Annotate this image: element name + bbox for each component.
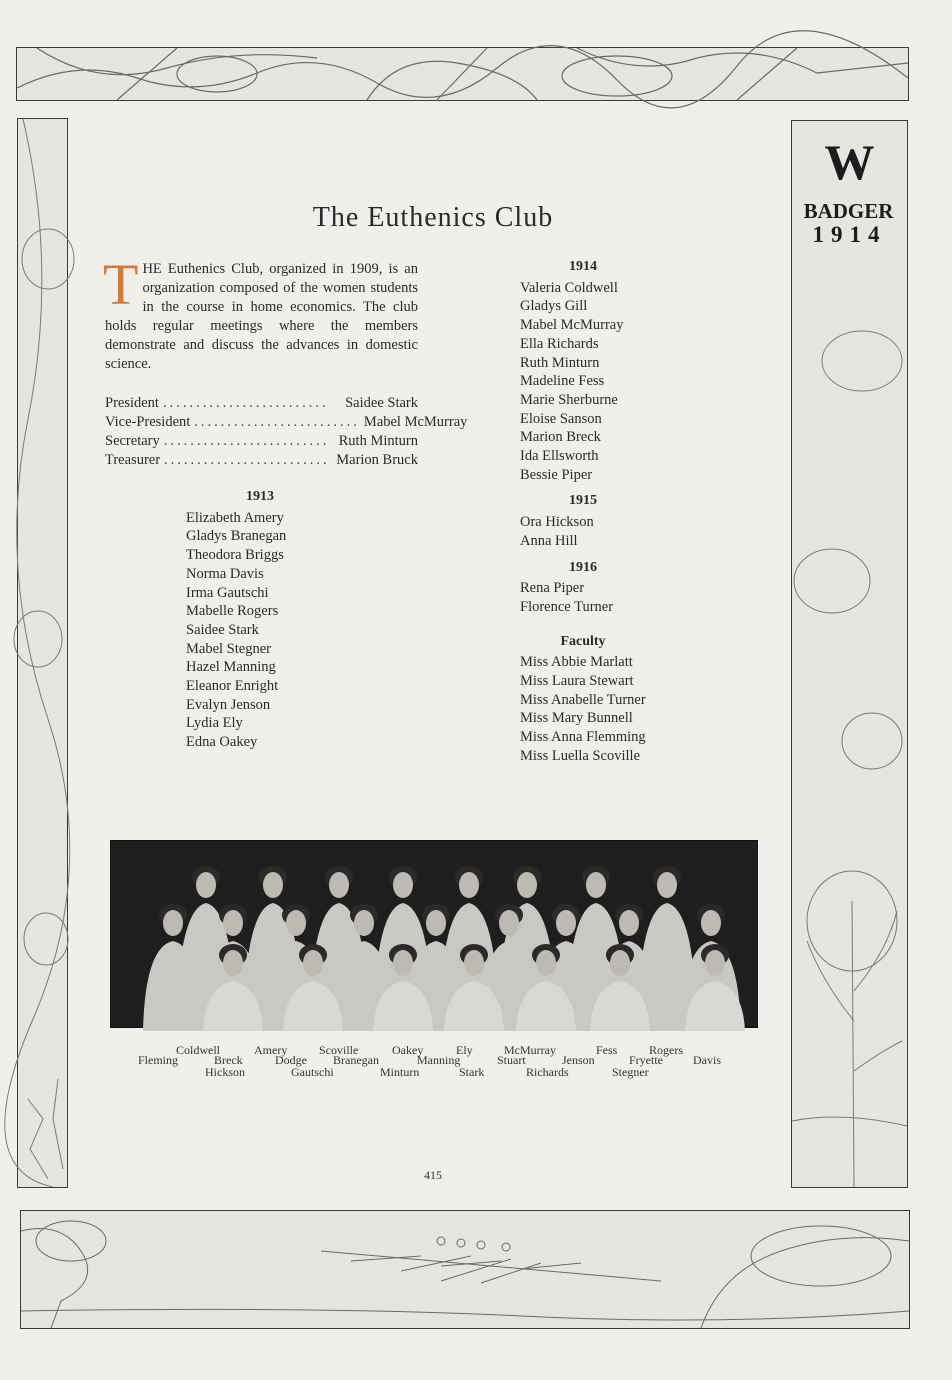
figure-face <box>426 910 446 936</box>
list-item: Norma Davis <box>186 565 264 582</box>
right-decorative-border <box>791 120 908 1188</box>
caption-name: Fess <box>596 1043 618 1057</box>
list-item: Marie Sherburne <box>520 391 618 408</box>
caption-name: Branegan <box>333 1053 379 1067</box>
caption-name: Stuart <box>497 1053 526 1067</box>
officer-name: Ruth Minturn <box>338 433 418 449</box>
caption-name: Hickson <box>205 1065 245 1079</box>
member-list <box>186 509 336 752</box>
caption-name: Dodge <box>275 1053 307 1067</box>
caption-name: Fleming <box>138 1053 179 1067</box>
officer-role: President <box>105 395 159 411</box>
figure-face <box>223 950 243 976</box>
caption-name: Rogers <box>649 1043 683 1057</box>
officer-role: Vice-President <box>105 414 191 430</box>
member-list <box>520 279 700 485</box>
caption-name: Stegner <box>612 1065 649 1079</box>
member-list <box>520 579 700 616</box>
figure-face <box>464 950 484 976</box>
list-item: Anna Hill <box>520 532 578 549</box>
list-item: Gladys Branegan <box>186 528 287 545</box>
list-item: Eloise Sanson <box>520 410 602 427</box>
badger-logo-letter: W <box>824 134 875 190</box>
intro-paragraph <box>103 252 418 374</box>
list-item: Madeline Fess <box>520 373 605 390</box>
class-year-heading: 1914 <box>569 259 597 274</box>
figure-face <box>393 872 413 898</box>
figure-face <box>701 910 721 936</box>
left-decorative-border <box>17 118 68 1188</box>
list-item: Evalyn Jenson <box>186 696 271 713</box>
leader-dots: ......................... <box>163 433 330 449</box>
caption-name: Oakey <box>392 1043 424 1057</box>
figure-face <box>517 872 537 898</box>
caption-name: Coldwell <box>176 1043 220 1057</box>
list-item: Florence Turner <box>520 598 614 615</box>
caption-name: Ely <box>456 1043 473 1057</box>
list-item: Mabel Stegner <box>186 640 271 657</box>
figure-face <box>459 872 479 898</box>
leader-dots: ......................... <box>164 452 330 468</box>
faculty-list <box>520 653 700 765</box>
list-item: Elizabeth Amery <box>186 509 284 526</box>
figure-face <box>163 910 183 936</box>
list-item: Marion Breck <box>520 429 601 446</box>
list-item: Ella Richards <box>520 335 599 352</box>
caption-name: Davis <box>693 1053 721 1067</box>
list-item: Lydia Ely <box>186 715 243 732</box>
officer-name: Marion Bruck <box>336 452 418 468</box>
officer-name: Mabel McMurray <box>363 414 468 430</box>
page-number: 415 <box>424 1168 442 1182</box>
caption-name: Fryette <box>629 1053 663 1067</box>
member-list <box>520 513 700 550</box>
officer-name: Saidee Stark <box>345 395 418 411</box>
figure-face <box>354 910 374 936</box>
caption-name: Manning <box>417 1053 461 1067</box>
list-item: Miss Abbie Marlatt <box>520 654 633 671</box>
bottom-rowing-illustration <box>20 1210 910 1329</box>
caption-name: Richards <box>526 1065 569 1079</box>
list-item: Theodora Briggs <box>186 547 284 564</box>
list-item: Ora Hickson <box>520 514 594 531</box>
faculty-heading: Faculty <box>560 633 606 649</box>
list-item: Rena Piper <box>520 580 585 597</box>
caption-name: Breck <box>214 1053 243 1067</box>
figure-face <box>263 872 283 898</box>
list-item: Miss Anna Flemming <box>520 729 646 746</box>
list-item: Mabelle Rogers <box>186 603 279 620</box>
list-item: Irma Gautschi <box>186 584 269 601</box>
figure-face <box>619 910 639 936</box>
figure-face <box>329 872 349 898</box>
officer-row <box>105 432 418 451</box>
officer-role: Treasurer <box>105 452 161 468</box>
figure-face <box>705 950 725 976</box>
list-item: Edna Oakey <box>186 734 258 751</box>
figure-face <box>223 910 243 936</box>
list-item: Eleanor Enright <box>186 678 279 695</box>
figure-face <box>196 872 216 898</box>
figure-face <box>586 872 606 898</box>
drop-cap-letter: T <box>103 252 139 317</box>
page-title: The Euthenics Club <box>312 202 554 233</box>
caption-name: Amery <box>254 1043 288 1057</box>
figure-face <box>393 950 413 976</box>
caption-name: Minturn <box>380 1065 420 1079</box>
officer-role: Secretary <box>105 433 160 449</box>
list-item: Miss Mary Bunnell <box>520 710 633 727</box>
list-item: Ida Ellsworth <box>520 448 599 465</box>
right-column-lists <box>520 258 700 766</box>
figure-face <box>610 950 630 976</box>
list-item: Valeria Coldwell <box>520 279 618 296</box>
class-year-heading: 1913 <box>246 489 274 504</box>
officer-row <box>105 394 418 413</box>
list-item: Ruth Minturn <box>520 354 600 371</box>
caption-name: Jenson <box>562 1053 595 1067</box>
officer-row <box>105 451 418 470</box>
intro-text: HE Euthenics Club, organized in 1909, is an organization composed of the women students in the course in home economics. The club holds regular meetings where the members demonstrate and discuss the advances in domestic science. <box>105 261 418 372</box>
figure-face <box>536 950 556 976</box>
figure-face <box>286 910 306 936</box>
badger-logo-name: BADGER <box>803 199 894 223</box>
figure-face <box>556 910 576 936</box>
list-item: Bessie Piper <box>520 466 593 483</box>
group-photograph <box>110 840 758 1028</box>
class-1913-list <box>186 488 336 752</box>
figure-face <box>499 910 519 936</box>
officers-list <box>105 394 468 470</box>
leader-dots: ......................... <box>162 395 329 411</box>
class-year-heading: 1916 <box>569 559 597 575</box>
officer-row <box>105 413 468 432</box>
figure-face <box>303 950 323 976</box>
caption-name: McMurray <box>504 1043 556 1057</box>
top-decorative-border <box>16 47 909 101</box>
figure-face <box>657 872 677 898</box>
leader-dots: ......................... <box>194 414 360 430</box>
list-item: Miss Anabelle Turner <box>520 691 646 708</box>
list-item: Gladys Gill <box>520 298 588 315</box>
list-item: Hazel Manning <box>186 659 276 676</box>
list-item: Mabel McMurray <box>520 317 624 334</box>
list-item: Miss Luella Scoville <box>520 747 641 764</box>
caption-name: Stark <box>459 1065 485 1079</box>
class-year-heading: 1915 <box>569 493 597 509</box>
badger-logo-year: 1914 <box>812 222 887 247</box>
caption-name: Gautschi <box>291 1065 334 1079</box>
caption-name: Scoville <box>319 1043 359 1057</box>
list-item: Saidee Stark <box>186 621 259 638</box>
list-item: Miss Laura Stewart <box>520 673 634 690</box>
